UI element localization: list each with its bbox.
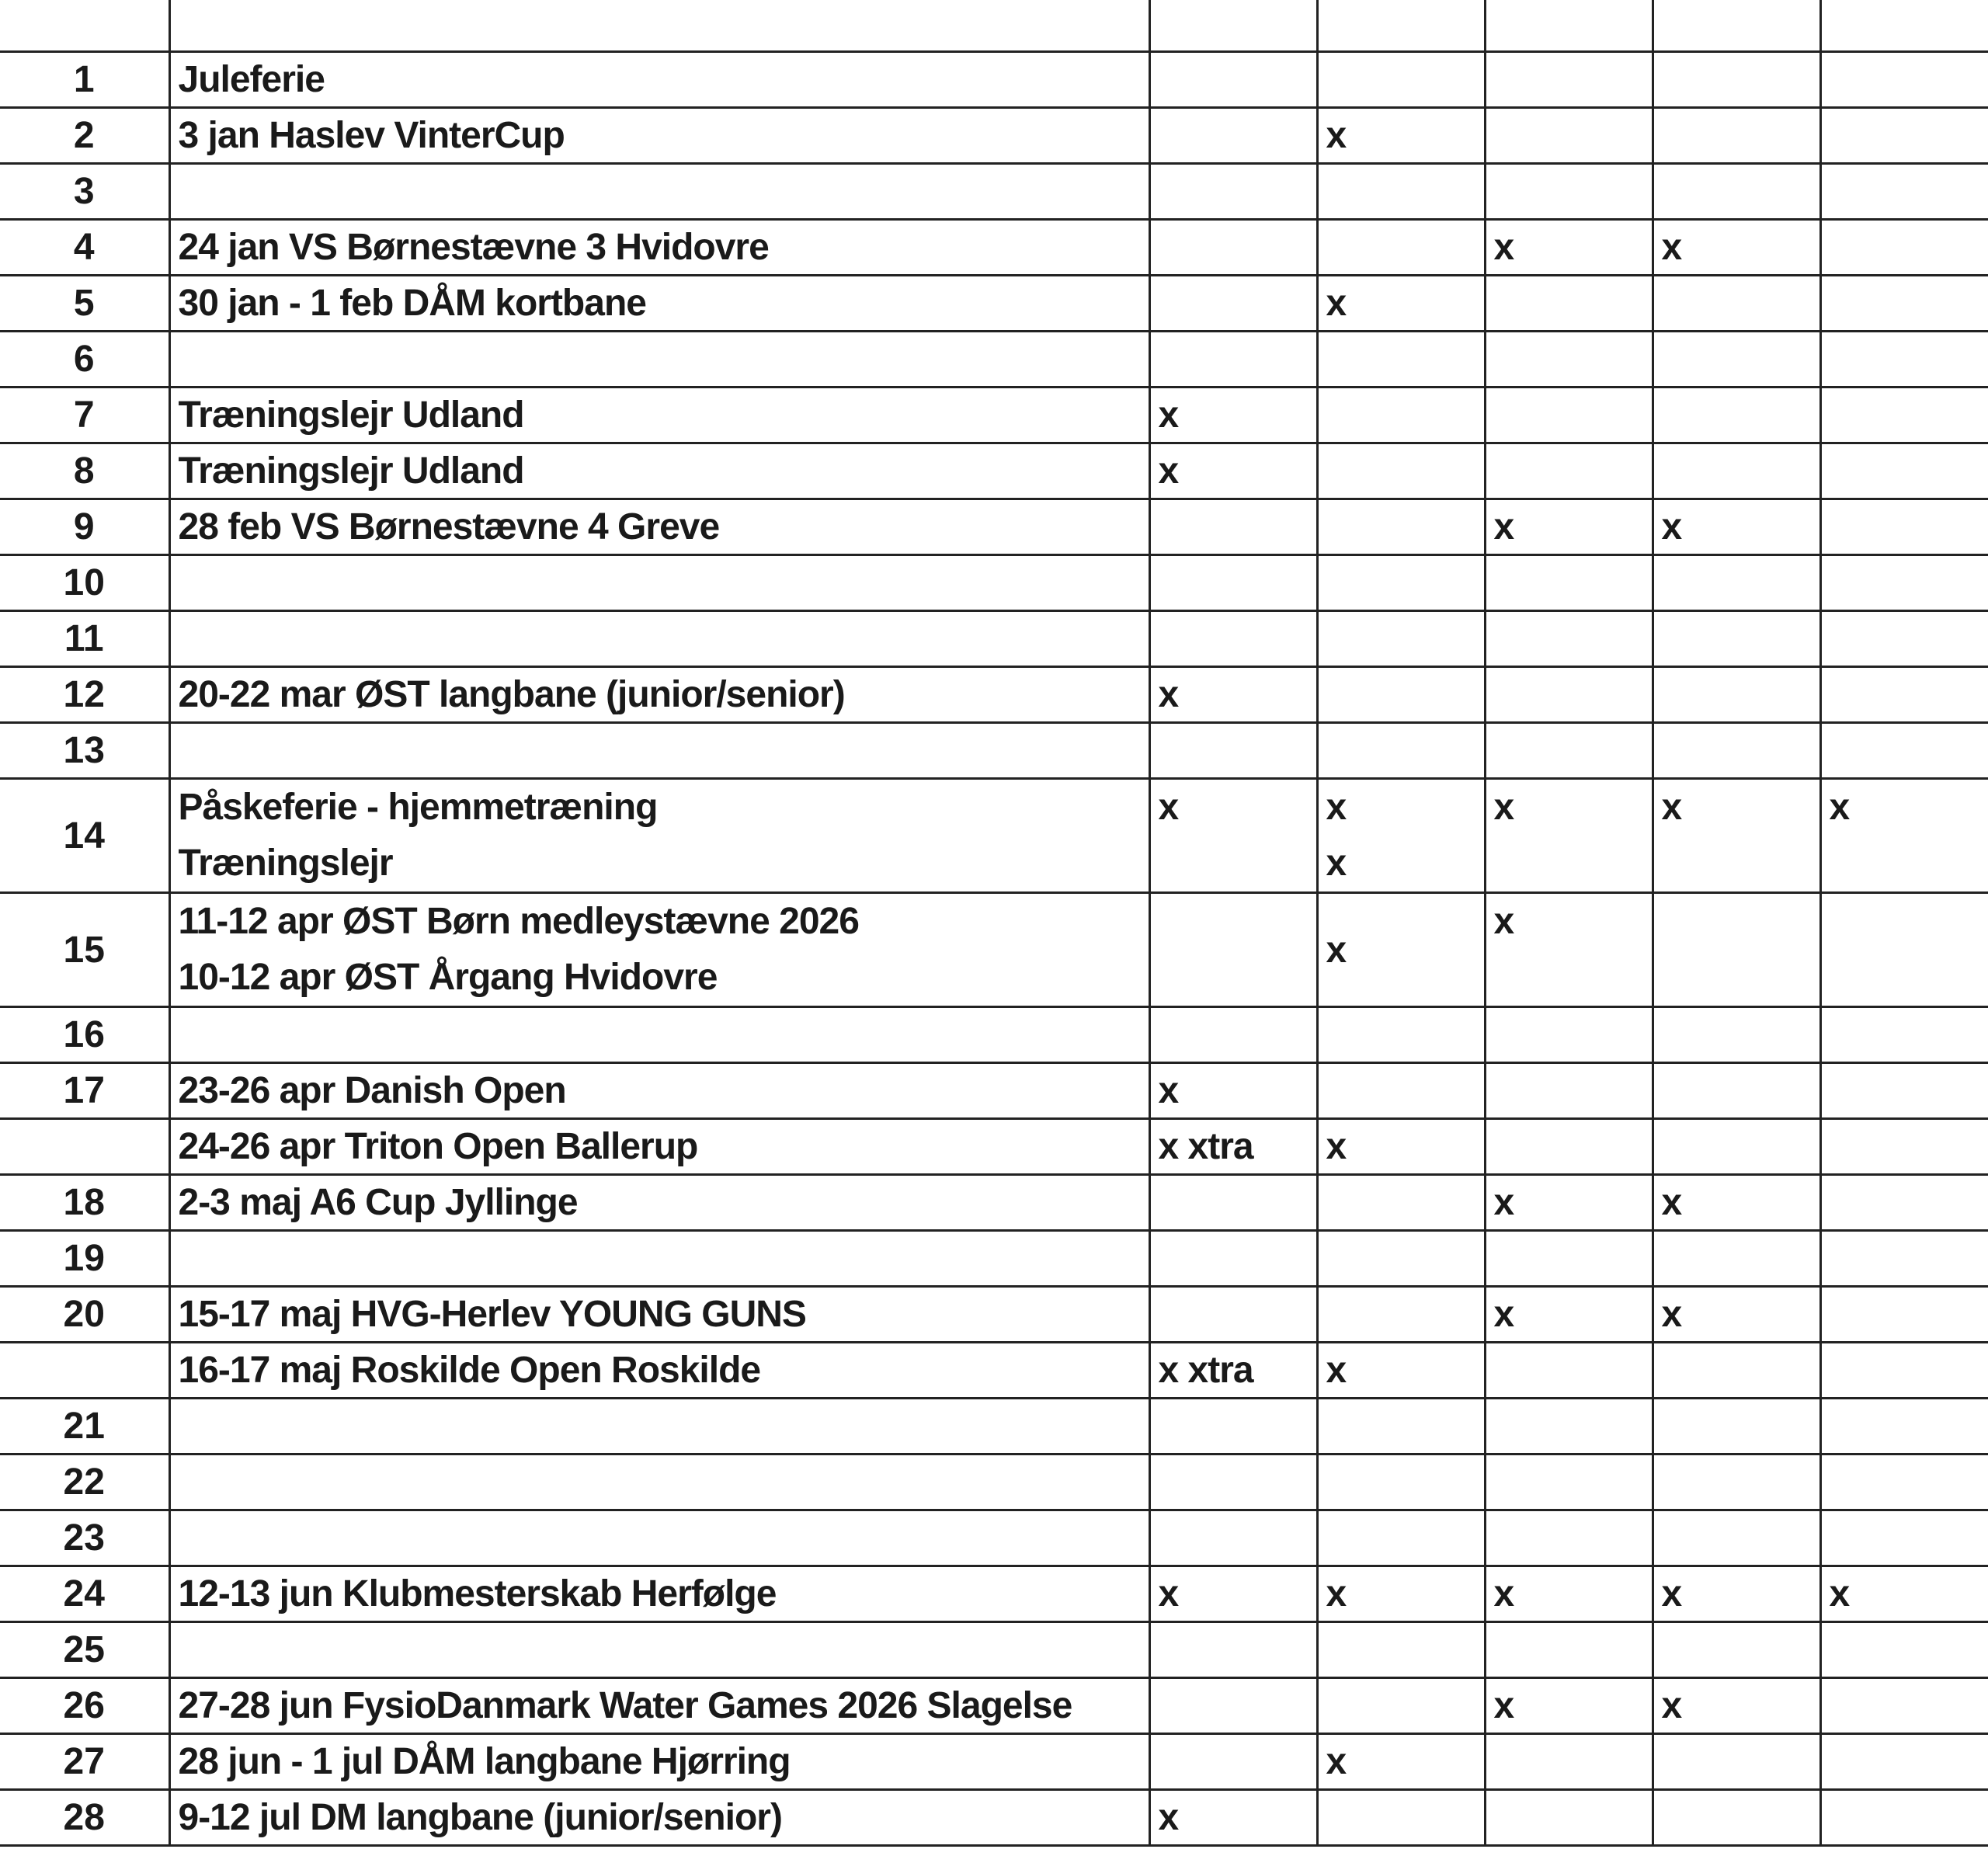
- week-number-cell[interactable]: 22: [0, 1455, 169, 1510]
- group-5-mark-cell[interactable]: [1820, 1007, 1988, 1063]
- group-2-mark-cell[interactable]: [1317, 52, 1485, 108]
- group-1-mark-cell[interactable]: [1149, 52, 1317, 108]
- group-1-mark-cell[interactable]: [1149, 1510, 1317, 1566]
- group-4-mark-cell[interactable]: [1653, 1622, 1820, 1678]
- event-cell[interactable]: [169, 893, 1149, 1007]
- event-cell[interactable]: [169, 1231, 1149, 1287]
- group-3-mark-cell[interactable]: [1485, 611, 1653, 667]
- table-row: [0, 499, 1988, 555]
- group-3-mark-cell[interactable]: [1485, 1455, 1653, 1510]
- group-1-mark-cell[interactable]: x xtra: [1149, 1119, 1317, 1175]
- group-1-mark-cell[interactable]: x: [1149, 1566, 1317, 1622]
- group-4-mark-cell[interactable]: [1653, 555, 1820, 611]
- week-number-cell[interactable]: 19: [0, 1231, 169, 1287]
- group-4-mark-cell[interactable]: [1653, 108, 1820, 164]
- group-2-mark-cell[interactable]: [1317, 1622, 1485, 1678]
- group-1-mark-cell[interactable]: x xtra: [1149, 1343, 1317, 1399]
- group-1-mark-cell[interactable]: [1149, 1455, 1317, 1510]
- group-2-mark-cell[interactable]: [1317, 1063, 1485, 1119]
- week-number-cell[interactable]: 16: [0, 1007, 169, 1063]
- group-2-mark-cell[interactable]: [1317, 1287, 1485, 1343]
- group-4-mark-cell[interactable]: [1653, 388, 1820, 443]
- table-row: [0, 1399, 1988, 1455]
- group-5-mark-cell[interactable]: [1820, 1063, 1988, 1119]
- group-3-mark-cell[interactable]: [1485, 388, 1653, 443]
- mark-line: [1662, 894, 1819, 950]
- group-5-mark-cell[interactable]: [1820, 499, 1988, 555]
- group-2-mark-cell[interactable]: [1317, 1007, 1485, 1063]
- header-cell-week[interactable]: [0, 0, 169, 52]
- group-3-mark-cell[interactable]: [1485, 443, 1653, 499]
- group-4-mark-cell[interactable]: [1653, 1399, 1820, 1455]
- group-3-mark-cell[interactable]: [1485, 1007, 1653, 1063]
- group-2-mark-cell[interactable]: [1317, 779, 1485, 893]
- group-3-mark-cell[interactable]: [1485, 1622, 1653, 1678]
- group-2-mark-cell[interactable]: [1317, 667, 1485, 723]
- group-5-mark-cell[interactable]: [1820, 1734, 1988, 1790]
- event-cell[interactable]: Træningslejr Udland: [169, 443, 1149, 499]
- group-1-mark-cell[interactable]: [1149, 1287, 1317, 1343]
- table-row: [0, 1790, 1988, 1846]
- group-4-mark-cell[interactable]: x: [1653, 220, 1820, 276]
- event-cell[interactable]: 9-12 jul DM langbane (junior/senior): [169, 1790, 1149, 1846]
- mark-line: x: [1326, 787, 1347, 828]
- event-cell[interactable]: 28 jun - 1 jul DÅM langbane Hjørring: [169, 1734, 1149, 1790]
- group-4-mark-cell[interactable]: [1653, 667, 1820, 723]
- event-cell[interactable]: [169, 164, 1149, 220]
- table-row: [0, 220, 1988, 276]
- group-3-mark-cell[interactable]: [1485, 1231, 1653, 1287]
- table-row: [0, 1622, 1988, 1678]
- group-5-mark-cell[interactable]: [1820, 332, 1988, 388]
- group-1-mark-cell[interactable]: [1149, 1622, 1317, 1678]
- group-2-mark-cell[interactable]: [1317, 332, 1485, 388]
- group-3-mark-cell[interactable]: [1485, 667, 1653, 723]
- week-number-cell[interactable]: 21: [0, 1399, 169, 1455]
- table-row: [0, 1063, 1988, 1119]
- group-5-mark-cell[interactable]: [1820, 555, 1988, 611]
- header-cell-group-1[interactable]: [1149, 0, 1317, 52]
- week-number-cell[interactable]: 6: [0, 332, 169, 388]
- week-number-cell[interactable]: 11: [0, 611, 169, 667]
- group-3-mark-cell[interactable]: [1485, 893, 1653, 1007]
- group-4-mark-cell[interactable]: [1653, 1063, 1820, 1119]
- table-row: [0, 779, 1988, 893]
- group-4-mark-cell[interactable]: x: [1653, 1175, 1820, 1231]
- group-4-mark-cell[interactable]: [1653, 779, 1820, 893]
- group-2-mark-cell[interactable]: x: [1317, 1566, 1485, 1622]
- group-1-mark-cell[interactable]: [1149, 723, 1317, 779]
- week-number-cell[interactable]: 2: [0, 108, 169, 164]
- group-1-mark-cell[interactable]: [1149, 1678, 1317, 1734]
- event-cell[interactable]: Juleferie: [169, 52, 1149, 108]
- group-5-mark-cell[interactable]: [1820, 893, 1988, 1007]
- group-3-mark-cell[interactable]: [1485, 1063, 1653, 1119]
- group-5-mark-cell[interactable]: x: [1820, 1566, 1988, 1622]
- event-cell[interactable]: [169, 1455, 1149, 1510]
- table-row: [0, 1343, 1988, 1399]
- event-cell[interactable]: 12-13 jun Klubmesterskab Herfølge: [169, 1566, 1149, 1622]
- week-number-cell[interactable]: 14: [0, 779, 169, 893]
- group-4-mark-cell[interactable]: [1653, 1231, 1820, 1287]
- header-cell-group-2[interactable]: [1317, 0, 1485, 52]
- group-3-mark-cell[interactable]: [1485, 1119, 1653, 1175]
- week-number-cell[interactable]: 13: [0, 723, 169, 779]
- table-row: [0, 1734, 1988, 1790]
- group-1-mark-cell[interactable]: [1149, 779, 1317, 893]
- mark-line: [1830, 836, 1988, 891]
- group-3-mark-cell[interactable]: x: [1485, 1175, 1653, 1231]
- group-5-mark-cell[interactable]: [1820, 1790, 1988, 1846]
- mark-line: [1830, 950, 1988, 1006]
- group-4-mark-cell[interactable]: [1653, 332, 1820, 388]
- mark-line: [1494, 836, 1652, 891]
- group-4-mark-cell[interactable]: [1653, 1119, 1820, 1175]
- header-cell-group-4[interactable]: [1653, 0, 1820, 52]
- week-number-cell[interactable]: [0, 1119, 169, 1175]
- header-row: [0, 0, 1988, 52]
- group-2-mark-cell[interactable]: [1317, 1510, 1485, 1566]
- group-4-mark-cell[interactable]: [1653, 611, 1820, 667]
- event-cell[interactable]: 20-22 mar ØST langbane (junior/senior): [169, 667, 1149, 723]
- group-4-mark-cell[interactable]: [1653, 443, 1820, 499]
- table-row: [0, 667, 1988, 723]
- event-line: Træningslejr: [178, 843, 393, 884]
- group-4-mark-cell[interactable]: [1653, 1455, 1820, 1510]
- header-cell-event[interactable]: [169, 0, 1149, 52]
- group-5-mark-cell[interactable]: [1820, 443, 1988, 499]
- week-number-cell[interactable]: 8: [0, 443, 169, 499]
- event-cell[interactable]: 2-3 maj A6 Cup Jyllinge: [169, 1175, 1149, 1231]
- week-number-cell[interactable]: 15: [0, 893, 169, 1007]
- group-3-mark-cell[interactable]: [1485, 779, 1653, 893]
- event-cell[interactable]: 28 feb VS Børnestævne 4 Greve: [169, 499, 1149, 555]
- group-5-mark-cell[interactable]: [1820, 108, 1988, 164]
- group-1-mark-cell[interactable]: x: [1149, 1790, 1317, 1846]
- event-cell[interactable]: 24-26 apr Triton Open Ballerup: [169, 1119, 1149, 1175]
- group-4-mark-cell[interactable]: [1653, 1007, 1820, 1063]
- group-3-mark-cell[interactable]: [1485, 276, 1653, 332]
- group-3-mark-cell[interactable]: [1485, 108, 1653, 164]
- week-number-cell[interactable]: 23: [0, 1510, 169, 1566]
- week-number-cell[interactable]: 1: [0, 52, 169, 108]
- group-3-mark-cell[interactable]: [1485, 555, 1653, 611]
- group-5-mark-cell[interactable]: [1820, 220, 1988, 276]
- group-5-mark-cell[interactable]: [1820, 1175, 1988, 1231]
- week-number-cell[interactable]: 3: [0, 164, 169, 220]
- group-1-mark-cell[interactable]: [1149, 164, 1317, 220]
- table-row: [0, 1455, 1988, 1510]
- group-3-mark-cell[interactable]: [1485, 1399, 1653, 1455]
- group-4-mark-cell[interactable]: x: [1653, 499, 1820, 555]
- group-2-mark-cell[interactable]: x: [1317, 1734, 1485, 1790]
- group-5-mark-cell[interactable]: [1820, 667, 1988, 723]
- group-1-mark-cell[interactable]: [1149, 220, 1317, 276]
- group-1-mark-cell[interactable]: [1149, 555, 1317, 611]
- table-row: [0, 108, 1988, 164]
- group-2-mark-cell[interactable]: [1317, 1455, 1485, 1510]
- event-cell[interactable]: 16-17 maj Roskilde Open Roskilde: [169, 1343, 1149, 1399]
- week-number-cell[interactable]: 24: [0, 1566, 169, 1622]
- event-cell[interactable]: 3 jan Haslev VinterCup: [169, 108, 1149, 164]
- group-5-mark-cell[interactable]: [1820, 1455, 1988, 1510]
- mark-line: x: [1829, 787, 1850, 828]
- group-2-mark-cell[interactable]: x: [1317, 893, 1485, 1007]
- group-2-mark-cell[interactable]: x: [1317, 1119, 1485, 1175]
- group-2-mark-cell[interactable]: [1317, 1399, 1485, 1455]
- event-cell[interactable]: [169, 332, 1149, 388]
- mark-line: [1159, 836, 1316, 891]
- group-3-mark-cell[interactable]: x: [1485, 1678, 1653, 1734]
- week-number-cell[interactable]: 27: [0, 1734, 169, 1790]
- week-number-cell[interactable]: 9: [0, 499, 169, 555]
- group-3-mark-cell[interactable]: x: [1485, 1566, 1653, 1622]
- week-number-cell[interactable]: 20: [0, 1287, 169, 1343]
- group-5-mark-cell[interactable]: [1820, 779, 1988, 893]
- group-4-mark-cell[interactable]: [1653, 723, 1820, 779]
- table-row: [0, 332, 1988, 388]
- table-row: [0, 1678, 1988, 1734]
- mark-line: x: [1493, 901, 1514, 942]
- group-4-mark-cell[interactable]: [1653, 276, 1820, 332]
- group-5-mark-cell[interactable]: [1820, 611, 1988, 667]
- group-5-mark-cell[interactable]: [1820, 52, 1988, 108]
- group-4-mark-cell[interactable]: [1653, 1510, 1820, 1566]
- week-number-cell[interactable]: 17: [0, 1063, 169, 1119]
- mark-line: [1494, 950, 1652, 1006]
- group-3-mark-cell[interactable]: [1485, 723, 1653, 779]
- mark-line: [1159, 894, 1316, 950]
- group-2-mark-cell[interactable]: [1317, 1790, 1485, 1846]
- event-cell[interactable]: 15-17 maj HVG-Herlev YOUNG GUNS: [169, 1287, 1149, 1343]
- group-5-mark-cell[interactable]: [1820, 1510, 1988, 1566]
- group-3-mark-cell[interactable]: x: [1485, 1287, 1653, 1343]
- group-5-mark-cell[interactable]: [1820, 1622, 1988, 1678]
- group-3-mark-cell[interactable]: x: [1485, 220, 1653, 276]
- week-number-cell[interactable]: 7: [0, 388, 169, 443]
- group-2-mark-cell[interactable]: x: [1317, 276, 1485, 332]
- group-2-mark-cell[interactable]: [1317, 723, 1485, 779]
- mark-line: x: [1158, 787, 1179, 828]
- mark-line: x: [1493, 787, 1514, 828]
- group-4-mark-cell[interactable]: x: [1653, 1287, 1820, 1343]
- group-5-mark-cell[interactable]: [1820, 1399, 1988, 1455]
- header-cell-group-5[interactable]: [1820, 0, 1988, 52]
- group-1-mark-cell[interactable]: x: [1149, 388, 1317, 443]
- event-cell[interactable]: [169, 723, 1149, 779]
- group-1-mark-cell[interactable]: [1149, 499, 1317, 555]
- group-4-mark-cell[interactable]: [1653, 52, 1820, 108]
- week-number-cell[interactable]: 25: [0, 1622, 169, 1678]
- table-row: [0, 893, 1988, 1007]
- table-row: [0, 1231, 1988, 1287]
- group-1-mark-cell[interactable]: [1149, 1734, 1317, 1790]
- week-number-cell[interactable]: 5: [0, 276, 169, 332]
- group-1-mark-cell[interactable]: [1149, 276, 1317, 332]
- group-3-mark-cell[interactable]: [1485, 164, 1653, 220]
- group-1-mark-cell[interactable]: [1149, 1175, 1317, 1231]
- group-2-mark-cell[interactable]: [1317, 611, 1485, 667]
- group-2-mark-cell[interactable]: x: [1317, 108, 1485, 164]
- group-1-mark-cell[interactable]: [1149, 893, 1317, 1007]
- event-line: 11-12 apr ØST Børn medleystævne 2026: [178, 901, 859, 942]
- group-2-mark-cell[interactable]: [1317, 499, 1485, 555]
- header-cell-group-3[interactable]: [1485, 0, 1653, 52]
- group-2-mark-cell[interactable]: [1317, 1175, 1485, 1231]
- group-3-mark-cell[interactable]: [1485, 1510, 1653, 1566]
- group-2-mark-cell[interactable]: [1317, 164, 1485, 220]
- group-5-mark-cell[interactable]: [1820, 276, 1988, 332]
- group-5-mark-cell[interactable]: [1820, 1343, 1988, 1399]
- group-3-mark-cell[interactable]: [1485, 52, 1653, 108]
- group-4-mark-cell[interactable]: x: [1653, 1678, 1820, 1734]
- group-4-mark-cell[interactable]: [1653, 164, 1820, 220]
- group-2-mark-cell[interactable]: [1317, 220, 1485, 276]
- group-5-mark-cell[interactable]: [1820, 723, 1988, 779]
- event-cell[interactable]: [169, 555, 1149, 611]
- table-row: [0, 443, 1988, 499]
- mark-line: x: [1326, 843, 1347, 884]
- event-cell[interactable]: [169, 1399, 1149, 1455]
- mark-line: [1159, 950, 1316, 1006]
- group-2-mark-cell[interactable]: x: [1317, 1343, 1485, 1399]
- week-number-cell[interactable]: 12: [0, 667, 169, 723]
- week-number-cell[interactable]: 4: [0, 220, 169, 276]
- table-row: [0, 1175, 1988, 1231]
- mark-line: [1662, 950, 1819, 1006]
- group-4-mark-cell[interactable]: [1653, 1790, 1820, 1846]
- mark-line: [1662, 836, 1819, 891]
- group-2-mark-cell[interactable]: [1317, 1678, 1485, 1734]
- group-1-mark-cell[interactable]: x: [1149, 1063, 1317, 1119]
- event-cell[interactable]: [169, 779, 1149, 893]
- group-1-mark-cell[interactable]: [1149, 1231, 1317, 1287]
- table-row: [0, 723, 1988, 779]
- event-cell[interactable]: [169, 611, 1149, 667]
- group-5-mark-cell[interactable]: [1820, 1231, 1988, 1287]
- group-1-mark-cell[interactable]: [1149, 1007, 1317, 1063]
- week-number-cell[interactable]: 28: [0, 1790, 169, 1846]
- group-4-mark-cell[interactable]: [1653, 1343, 1820, 1399]
- group-3-mark-cell[interactable]: [1485, 1734, 1653, 1790]
- group-1-mark-cell[interactable]: [1149, 108, 1317, 164]
- group-5-mark-cell[interactable]: [1820, 1287, 1988, 1343]
- group-1-mark-cell[interactable]: [1149, 1399, 1317, 1455]
- event-cell[interactable]: [169, 1622, 1149, 1678]
- group-1-mark-cell[interactable]: x: [1149, 443, 1317, 499]
- group-4-mark-cell[interactable]: x: [1653, 1566, 1820, 1622]
- event-cell[interactable]: [169, 1007, 1149, 1063]
- week-number-cell[interactable]: 10: [0, 555, 169, 611]
- group-4-mark-cell[interactable]: [1653, 893, 1820, 1007]
- event-cell[interactable]: Træningslejr Udland: [169, 388, 1149, 443]
- table-row: [0, 164, 1988, 220]
- group-5-mark-cell[interactable]: [1820, 1678, 1988, 1734]
- table-row: [0, 611, 1988, 667]
- group-5-mark-cell[interactable]: [1820, 388, 1988, 443]
- event-cell[interactable]: 23-26 apr Danish Open: [169, 1063, 1149, 1119]
- table-row: [0, 1119, 1988, 1175]
- event-cell[interactable]: [169, 1510, 1149, 1566]
- week-number-cell[interactable]: 18: [0, 1175, 169, 1231]
- group-5-mark-cell[interactable]: [1820, 1119, 1988, 1175]
- mark-line: x: [1661, 787, 1682, 828]
- event-cell[interactable]: 30 jan - 1 feb DÅM kortbane: [169, 276, 1149, 332]
- group-1-mark-cell[interactable]: [1149, 332, 1317, 388]
- table-row: [0, 1007, 1988, 1063]
- event-line: 10-12 apr ØST Årgang Hvidovre: [178, 957, 718, 998]
- table-row: [0, 52, 1988, 108]
- event-line: Påskeferie - hjemmetræning: [178, 787, 658, 828]
- week-number-cell[interactable]: 26: [0, 1678, 169, 1734]
- mark-line: [1830, 894, 1988, 950]
- week-number-cell[interactable]: [0, 1343, 169, 1399]
- group-2-mark-cell[interactable]: [1317, 443, 1485, 499]
- group-1-mark-cell[interactable]: [1149, 611, 1317, 667]
- table-row: [0, 555, 1988, 611]
- table-row: [0, 276, 1988, 332]
- group-3-mark-cell[interactable]: [1485, 1343, 1653, 1399]
- group-1-mark-cell[interactable]: x: [1149, 667, 1317, 723]
- group-3-mark-cell[interactable]: [1485, 332, 1653, 388]
- group-4-mark-cell[interactable]: [1653, 1734, 1820, 1790]
- table-row: [0, 1287, 1988, 1343]
- table-row: [0, 388, 1988, 443]
- table-row: [0, 1566, 1988, 1622]
- group-3-mark-cell[interactable]: x: [1485, 499, 1653, 555]
- group-2-mark-cell[interactable]: [1317, 555, 1485, 611]
- group-2-mark-cell[interactable]: [1317, 388, 1485, 443]
- group-3-mark-cell[interactable]: [1485, 1790, 1653, 1846]
- event-cell[interactable]: 27-28 jun FysioDanmark Water Games 2026 Slagelse: [169, 1678, 1149, 1734]
- table-row: [0, 1510, 1988, 1566]
- group-5-mark-cell[interactable]: [1820, 164, 1988, 220]
- group-2-mark-cell[interactable]: [1317, 1231, 1485, 1287]
- event-cell[interactable]: 24 jan VS Børnestævne 3 Hvidovre: [169, 220, 1149, 276]
